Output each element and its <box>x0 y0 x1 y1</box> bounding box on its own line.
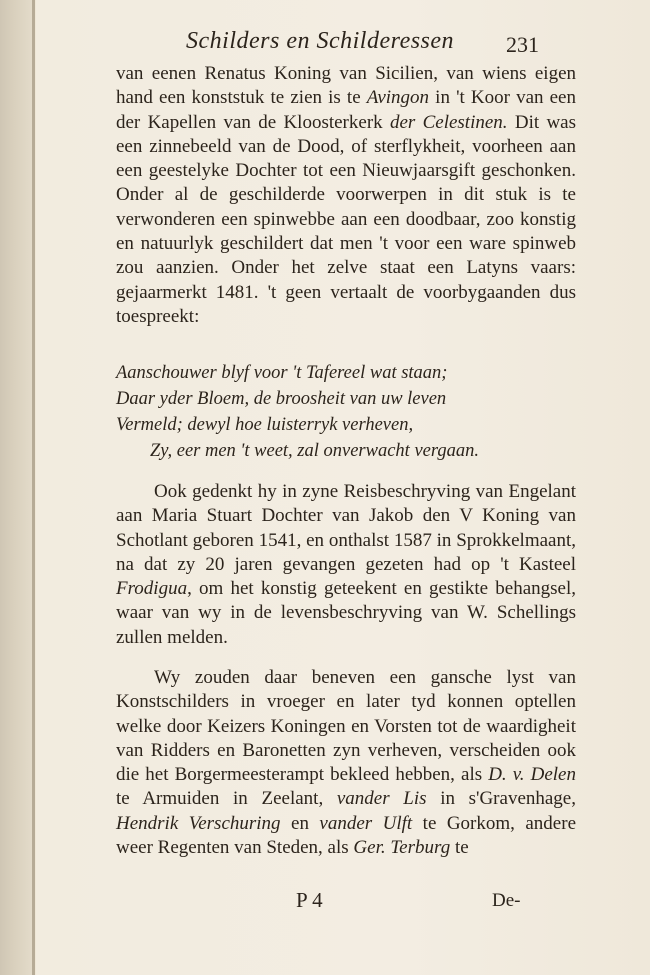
verse-line: Zy, eer men 't weet, zal onverwacht vergaan. <box>150 441 480 461</box>
painter-name: vander Ulft <box>319 812 413 834</box>
painter-name: D. v. Delen <box>488 764 576 786</box>
text-run: Dit was een zinnebeeld van de Dood, of sterflykheit, voorheen aan een geestelyke Dochter tot een Nieuwjaarsgift geschonken. Onder al de geschilderde voorwerpen in dit stuk is te verwonderen een spinwebbe aan een doodbaar, zoo konstig en natuurlyk geschildert dat men 't voor een ware spinweb zou aanzien. Onder het zelve staat een Latyns vaars: gejaarmerkt 1481. 't geen vertaalt de voorbygaanden dus toespreekt: <box>116 111 576 327</box>
text-run: van eenen Renatus Koning van Sicilien, van wiens <box>116 63 527 84</box>
paragraph-painters-list <box>116 666 576 860</box>
running-title: Schilders en Schilderessen <box>186 28 455 54</box>
page-number: 231 <box>506 32 539 57</box>
page-header <box>36 28 650 62</box>
catchword: De- <box>492 890 521 911</box>
signature-mark: P 4 <box>296 888 323 912</box>
book-gutter-shadow <box>0 0 34 975</box>
text-run: , om het konstig geteekent en gestikte behangsel, waar van wy in de levensbeschryving van W. Schellings zullen melden. <box>116 578 576 648</box>
castle-name: Frodigua <box>116 578 188 600</box>
verse-line: Daar yder Bloem, de broosheit van uw leven <box>116 389 447 409</box>
paragraph-renatus <box>116 62 576 329</box>
text-run: te Armuiden in Zeelant, <box>116 788 337 810</box>
page-edge <box>32 0 35 975</box>
text-run: Wy zouden daar beneven een gansche lyst van Konstschilders in vroeger en later tyd konnen optellen welke door Keizers Koningen en Vorsten tot de waardigheit van Ridders en Baronetten zyn verheven, verscheiden ook die het Borgermeesterampt bekleed hebben, als <box>116 667 576 786</box>
text-run: in s'Gravenhage, <box>426 788 576 810</box>
painter-name: Hendrik Verschuring <box>116 812 281 834</box>
church-name: der Celestinen. <box>389 111 508 133</box>
text-run: eigen hand een konststuk te zien is te <box>116 63 577 109</box>
place-name: Avingon <box>366 87 430 109</box>
verse-line: Aanschouwer blyf voor 't Tafereel wat staan; <box>116 363 448 383</box>
text-run: Ook gedenkt hy in zyne Reisbeschryving van Engelant aan Maria Stuart Dochter van Jakob den V Koning van Schotlant geboren 1541, en onthalst 1587 in Sprokkelmaant, na dat zy 20 jaren gevangen gezeten had op 't Kasteel <box>116 481 576 575</box>
text-run: te <box>450 837 469 859</box>
painter-name: Ger. Terburg <box>353 837 451 859</box>
text-run: in 't Koor van een der Kapellen van de Kloosterkerk <box>116 87 576 133</box>
verse-line: Vermeld; dewyl hoe luisterryk verheven, <box>116 415 414 435</box>
book-page <box>36 0 650 975</box>
paragraph-maria-stuart <box>116 480 576 650</box>
page-footer <box>36 888 650 916</box>
text-run: en <box>280 812 320 834</box>
verse-translation <box>116 360 586 464</box>
text-run: te Gorkom, andere weer Regenten van Steden, als <box>116 812 576 859</box>
painter-name: vander Lis <box>336 788 427 810</box>
